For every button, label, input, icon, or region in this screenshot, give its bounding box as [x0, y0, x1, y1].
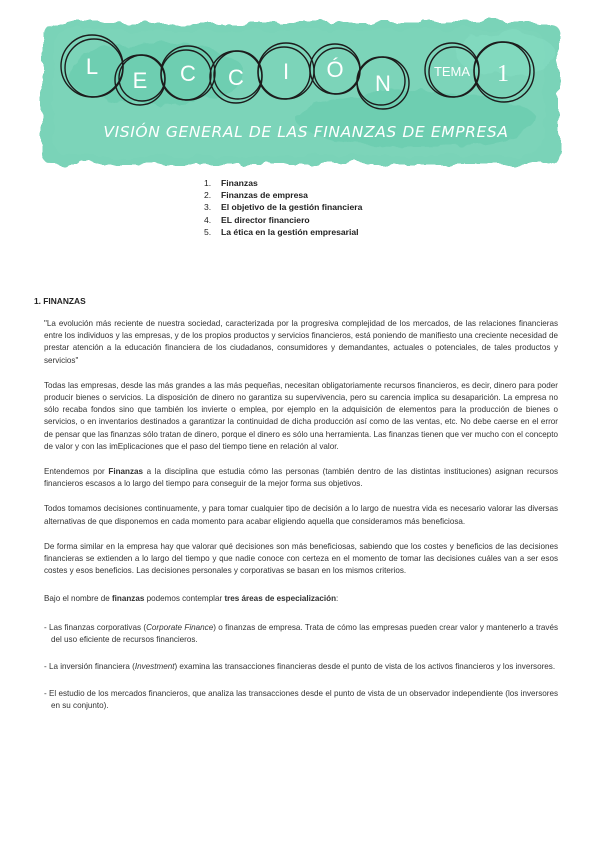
section-body — [44, 318, 558, 728]
areas-intro: Bajo el nombre de finanzas podemos contemplar tres áreas de especialización: — [44, 594, 339, 604]
toc-item: 3. El objetivo de la gestión financiera — [204, 202, 363, 213]
lesson-letter-5: I — [282, 59, 290, 84]
toc-item: 5. La ética en la gestión empresarial — [204, 226, 359, 237]
list-item: - Las finanzas corporativas (Corporate Finance) o finanzas de empresa. Trata de cómo las empresas pueden crear valor y mantenerlo a través del uso eficiente de recursos financieros. — [44, 622, 558, 644]
body-paragraph: Todos tomamos decisiones continuamente, y para tomar cualquier tipo de decisión a lo largo de nuestra vida es necesario valorar las diversas alternativas de que disponemos en cada momento para acabar eligiendo aquella que consideramos más beneficiosa. — [44, 504, 558, 526]
quote-paragraph: "La evolución más reciente de nuestra sociedad, caracterizada por la progresiva complejidad de los mercados, de las relaciones financieras entre los individuos y las empresas, y de los propios productos y servicios financieros, está poniendo de manifiesto una creciente necesidad de prestar atención a la educación financiera de los ciudadanos, consumidores y demandantes, actuales o potenciales, de tales productos y servicios" — [44, 319, 558, 365]
toc-item: 4. EL director financiero — [204, 214, 310, 225]
lesson-letter-7: N — [375, 71, 391, 96]
toc-item: 2. Finanzas de empresa — [204, 190, 308, 201]
lesson-subtitle: VISIÓN GENERAL DE LAS FINANZAS DE EMPRESA — [103, 123, 509, 141]
tema-label: TEMA — [433, 64, 471, 79]
lesson-letter-2: E — [132, 68, 148, 93]
table-of-contents — [204, 177, 362, 238]
list-item: - La inversión financiera (Investment) examina las transacciones financieras desde el punto de vista de los activos financieros y los inversores. — [44, 662, 556, 672]
body-paragraph: Todas las empresas, desde las más grandes a las más pequeñas, necesitan obligatoriamente recursos financieros, es decir, dinero para poder producir bienes o servicios. La disposición de dinero no garantiza su supervivencia, pero su carencia implica su desaparición. La empresa no sólo recaba fondos sino que también los invierte o emplea, por ejemplo en la adquisición de elementos para la producción de bienes o servicios, o en inventarios destinados a garantizar la continuidad de dicha producción así como de las ventas, etc. No debe caerse en el error de pensar que las finanzas sólo tratan de dinero, porque el dinero es sólo una herramienta. Las finanzas tienen que ver mucho con el concepto de valor y con las imEplicaciones que el paso del tiempo tiene en relación al valor. — [44, 380, 558, 451]
definition-paragraph: Entendemos por Finanzas a la disciplina que estudia cómo las personas (también dentro de las distintas instituciones) asignan recursos financieros escasos a lo largo del tiempo para conseguir de la mejor forma sus objetivos. — [44, 467, 559, 489]
lesson-letter-6: Ó — [326, 57, 344, 82]
toc-item: 1. Finanzas — [204, 178, 258, 188]
list-item: - El estudio de los mercados financieros, que analiza las transacciones desde el punto de vista de un observador independiente (los inversores en su conjunto). — [44, 689, 558, 711]
watercolor-banner — [36, 14, 564, 174]
lesson-letter-4: C — [228, 65, 244, 90]
tema-number: 1 — [497, 61, 509, 87]
section-heading: 1. FINANZAS — [34, 296, 86, 306]
lesson-banner — [36, 14, 564, 174]
lesson-letter-1: L — [85, 54, 99, 79]
body-paragraph: De forma similar en la empresa hay que valorar qué decisiones son más beneficiosas, sabiendo que los costes y beneficios de las decisiones financieras se extienden a lo largo del tiempo y que nadie conoce con certeza en el momento de tomar las decisiones cuáles van a ser esos costes y esos beneficios. Las decisiones personales y corporativas se basan en los mismos criterios. — [44, 541, 558, 576]
lesson-letter-3: C — [180, 61, 196, 86]
